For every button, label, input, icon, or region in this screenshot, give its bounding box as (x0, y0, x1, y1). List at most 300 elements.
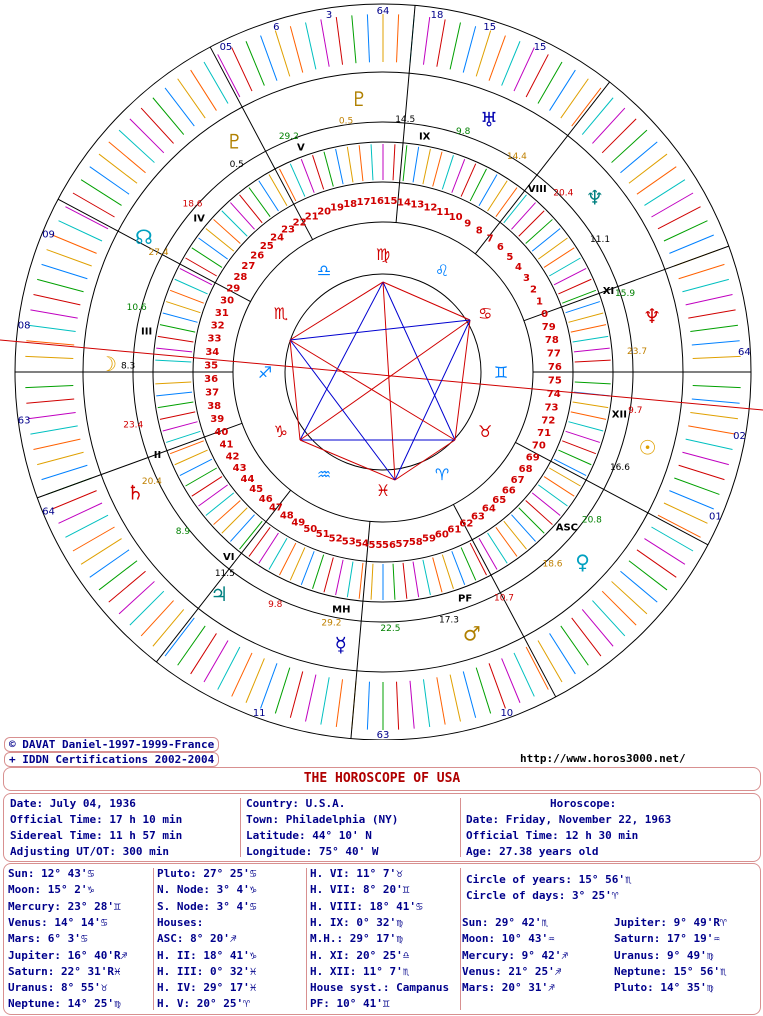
position-line-4: Mars: 6° 3'♋ (8, 932, 88, 946)
ring-number-9: 11 (436, 206, 451, 218)
position-line-c-5: H. XI: 20° 25'♎ (310, 948, 410, 962)
inner-band-tick (574, 348, 610, 352)
inner-band-tick (347, 147, 353, 183)
band-tick (178, 626, 206, 665)
band-tick (693, 386, 741, 388)
inner-number-7: 9.7 (628, 405, 643, 416)
info-sidereal-time: Sidereal Time: 11 h 57 min (10, 829, 183, 842)
page-title: THE HOROSCOPE OF USA (3, 767, 761, 791)
band-tick (629, 561, 667, 590)
ring-number-32: 68 (518, 464, 533, 476)
aspect-line (300, 282, 383, 440)
band-tick (620, 142, 657, 173)
transit-line-1: Moon: 10° 43'♒ (462, 932, 555, 946)
band-tick (42, 465, 88, 479)
ring-number-14: 6 (496, 242, 504, 254)
inner-number-1: 9.8 (456, 126, 471, 137)
inner-band-tick (214, 219, 241, 243)
outer-number-outer_numbers_right-1: 02 (733, 430, 746, 442)
inner-number-16: 11.5 (214, 569, 235, 580)
ring-number-36: 64 (481, 503, 496, 515)
band-tick (476, 31, 490, 77)
inner-band-tick (504, 195, 527, 223)
position-line-2: Mercury: 23° 28'♊ (8, 899, 121, 913)
band-tick (99, 561, 137, 590)
position-line-b-4: ASC: 8° 20'♐ (157, 932, 237, 946)
band-tick (119, 581, 154, 613)
inner-band-tick (313, 155, 324, 189)
copyright-credit: © DAVAT Daniel-1997-1999-France (4, 737, 219, 752)
band-tick (246, 41, 264, 85)
planet-glyph-5: ♀ (575, 550, 590, 575)
band-tick (612, 130, 647, 162)
inner-band-tick (347, 562, 353, 598)
inner-band-tick (371, 564, 373, 600)
inner-band-tick (519, 211, 544, 236)
ring-number-48: 52 (328, 533, 343, 545)
outer-number-outer_numbers_top-0: 05 (219, 41, 233, 53)
house-line-3 (351, 521, 370, 738)
band-tick (572, 618, 601, 656)
inner-band-tick (433, 152, 442, 187)
inner-number-25: 29.2 (278, 132, 299, 143)
inner-band-tick (175, 450, 208, 465)
ring-number-76: 24 (270, 232, 285, 244)
inner-band-tick (538, 485, 567, 506)
sign-glyph-9: ♐ (257, 363, 273, 382)
band-tick (450, 22, 460, 69)
aspect-line (300, 440, 395, 480)
inner-band-tick (532, 229, 560, 252)
ring-number-78: 22 (292, 217, 307, 229)
house-label-8: II (153, 450, 162, 462)
band-tick (52, 235, 96, 253)
band-tick (290, 671, 302, 717)
ring-number-66: 34 (205, 347, 220, 359)
band-tick (141, 601, 173, 636)
outer-number-outer_numbers_bottom-1: 63 (376, 730, 390, 740)
inner-band-tick (160, 325, 195, 332)
inner-band-tick (240, 195, 263, 223)
inner-number-21: 10.6 (126, 303, 147, 314)
position-line-b-5: H. II: 18° 41'♑ (157, 948, 257, 962)
inner-band-tick (413, 147, 419, 183)
inner-band-tick (423, 560, 430, 595)
position-line-c-0: H. VI: 11° 7'♉ (310, 867, 403, 880)
planet-glyph-3: ♆ (643, 304, 662, 329)
inner-band-tick (423, 149, 430, 184)
inner-band-tick (568, 422, 603, 431)
inner-number-3: 20.4 (553, 188, 574, 199)
house-label-2: XI (602, 285, 615, 297)
transit-line-3: Venus: 21° 25'♐ (462, 964, 562, 978)
inner-band-tick (230, 515, 254, 542)
sign-glyph-10: ♏ (273, 304, 288, 323)
band-tick (33, 295, 80, 305)
inner-band-tick (573, 336, 609, 342)
inner-band-tick (156, 348, 192, 352)
ring-number-53: 47 (268, 502, 283, 514)
position-line-6: Saturn: 22° 31'R♓ (8, 964, 121, 978)
inner-band-tick (170, 290, 204, 303)
band-tick (119, 130, 154, 162)
aspect-line (300, 320, 470, 440)
outer-number-outer_numbers_bottom-2: 11 (252, 708, 266, 720)
sign-glyph-1: ♌ (434, 260, 450, 280)
inner-band-tick (538, 238, 567, 259)
ring-number-69: 31 (214, 307, 229, 319)
positions-panel (3, 863, 761, 1015)
position-line-b-8: H. V: 20° 25'♈ (157, 997, 250, 1011)
band-tick (489, 36, 505, 81)
ring-number-23: 77 (546, 348, 561, 360)
ring-number-4: 16 (370, 196, 384, 208)
inner-number-13: 22.5 (380, 623, 401, 634)
band-tick (153, 609, 184, 646)
inner-band-tick (240, 521, 263, 549)
ring-number-57: 43 (232, 462, 247, 474)
ring-number-73: 27 (241, 260, 256, 272)
inner-band-tick (496, 527, 517, 556)
house-label-7: VI (222, 551, 235, 563)
outer-number-outer_numbers_top-1: 6 (273, 22, 280, 34)
transit-line-b-0: Jupiter: 9° 49'R♈ (614, 916, 727, 929)
ring-number-58: 42 (225, 451, 240, 463)
inner-number-18: 20.4 (141, 476, 162, 487)
ring-number-38: 62 (459, 518, 474, 530)
inner-band-tick (413, 562, 419, 598)
ring-number-26: 74 (546, 388, 561, 400)
inner-band-tick (199, 485, 228, 506)
inner-band-tick (496, 188, 517, 217)
inner-band-tick (403, 145, 407, 181)
inner-number-22: 27.4 (148, 247, 169, 258)
ring-number-71: 29 (226, 283, 241, 295)
inner-band-tick (433, 557, 442, 592)
info-date: Date: July 04, 1936 (10, 797, 136, 810)
position-line-c-4: M.H.: 29° 17'♍ (310, 932, 403, 946)
ring-number-56: 44 (240, 473, 255, 485)
inner-number-19: 23.4 (123, 420, 144, 431)
inner-band-tick (359, 145, 363, 181)
band-tick (397, 14, 399, 62)
band-tick (25, 356, 73, 358)
planet-glyph-12: ♇ (225, 129, 244, 154)
band-tick (423, 17, 429, 65)
band-tick (686, 295, 733, 305)
band-tick (90, 550, 129, 578)
ring-number-21: 79 (541, 322, 556, 334)
ring-number-42: 58 (408, 536, 423, 548)
ring-number-63: 37 (205, 387, 220, 399)
band-tick (502, 658, 520, 702)
band-tick (693, 356, 741, 358)
info-horoscope-date: Date: Friday, November 22, 1963 (466, 813, 672, 826)
band-tick (30, 310, 77, 318)
band-tick (336, 17, 342, 65)
ring-number-75: 25 (259, 241, 274, 253)
inner-number-17: 8.9 (175, 527, 191, 538)
ring-number-27: 73 (544, 402, 559, 414)
inner-number-15: 9.8 (268, 600, 283, 611)
house-label-4: ASC (555, 522, 578, 534)
sign-glyph-2: ♋ (478, 304, 493, 323)
ring-number-16: 4 (515, 262, 523, 274)
band-tick (637, 550, 676, 578)
birth-info-panel (3, 793, 761, 862)
ring-number-74: 26 (250, 250, 265, 262)
planet-glyph-8: ♃ (210, 581, 229, 606)
ring-number-0: 20 (317, 206, 332, 218)
band-tick (664, 503, 708, 523)
outer-number-outer_numbers_top-2: 3 (325, 10, 333, 22)
inner-band-tick (199, 238, 228, 259)
inner-band-tick (452, 159, 465, 193)
house-line-11 (524, 246, 729, 321)
iddn-credit: + IDDN Certifications 2002-2004 (4, 752, 219, 767)
band-tick (592, 601, 624, 636)
ring-number-72: 28 (233, 271, 248, 283)
inner-band-tick (532, 493, 560, 516)
inner-band-tick (324, 152, 333, 187)
ring-number-37: 63 (470, 511, 485, 523)
inner-band-tick (249, 527, 270, 556)
band-tick (688, 310, 735, 318)
position-line-b-6: H. III: 0° 32'♓ (157, 964, 257, 978)
band-tick (582, 98, 613, 135)
ring-number-68: 32 (210, 320, 225, 332)
band-tick (232, 653, 252, 697)
band-tick (141, 108, 173, 143)
band-tick (275, 31, 289, 77)
outer-number-outer_numbers_top-6: 15 (533, 41, 547, 53)
inner-band-tick (566, 431, 600, 442)
inner-band-tick (160, 412, 195, 419)
planet-glyph-10: ☽ (99, 351, 118, 376)
band-tick (692, 341, 740, 345)
transit-line-b-1: Saturn: 17° 19'♒ (614, 932, 720, 946)
band-tick (352, 15, 356, 63)
inner-number-2: 14.4 (506, 151, 527, 162)
ring-number-19: 1 (536, 296, 543, 308)
inner-band-tick (222, 211, 247, 236)
band-tick (246, 658, 264, 702)
ring-number-30: 70 (531, 440, 546, 452)
band-tick (612, 581, 647, 613)
band-tick (692, 399, 740, 403)
inner-band-tick (163, 313, 198, 322)
sign-glyph-5: ♈ (434, 465, 450, 485)
transit-line-b-2: Uranus: 9° 49'♍ (614, 948, 714, 962)
band-tick (33, 439, 80, 449)
outer-number-outer_numbers_top-3: 64 (376, 6, 390, 17)
band-tick (629, 154, 667, 183)
sign-glyph-11: ♎ (316, 260, 332, 280)
ring-number-33: 67 (510, 475, 525, 487)
band-tick (674, 478, 719, 494)
ring-number-49: 51 (315, 529, 330, 541)
ring-number-35: 65 (492, 494, 507, 506)
ring-number-46: 54 (355, 538, 369, 550)
band-tick (306, 22, 316, 69)
ring-number-65: 35 (204, 360, 219, 372)
band-tick (52, 491, 96, 509)
transit-line-4: Mars: 20° 31'♐ (462, 981, 555, 995)
position-line-8: Neptune: 14° 25'♍ (8, 997, 121, 1011)
inner-number-6: 23.7 (627, 346, 648, 357)
band-tick (561, 79, 589, 118)
outer-number-outer_numbers_left-2: 08 (17, 320, 31, 332)
aspect-line (290, 340, 395, 480)
position-line-c-3: H. IX: 0° 32'♍ (310, 915, 403, 929)
band-tick (25, 386, 73, 388)
info-adjusting: Adjusting UT/OT: 300 min (10, 845, 169, 858)
ring-number-39: 61 (447, 524, 462, 536)
ring-number-28: 72 (541, 415, 556, 427)
ring-number-70: 30 (220, 295, 235, 307)
inner-number-9: 20.8 (581, 515, 602, 526)
band-tick (261, 36, 277, 81)
band-tick (423, 679, 429, 727)
band-tick (690, 412, 738, 418)
aspect-line (383, 282, 395, 480)
band-tick (463, 26, 475, 72)
transit-line-2: Mercury: 9° 42'♐ (462, 948, 568, 962)
band-tick (397, 682, 399, 730)
house-label-1: VIII (527, 184, 547, 196)
inner-band-tick (511, 515, 535, 542)
outer-number-outer_numbers_right-0: 64 (738, 346, 751, 358)
ring-number-55: 45 (249, 484, 264, 496)
band-tick (26, 399, 74, 403)
position-line-b-0: Pluto: 27° 25'♋ (157, 867, 257, 880)
ring-number-20: 0 (541, 309, 549, 321)
inner-number-0: 14.5 (395, 114, 416, 125)
site-url[interactable]: http://www.horos3000.net/ (520, 752, 686, 765)
outer-number-outer_numbers_left-0: 64 (42, 506, 55, 518)
band-tick (30, 426, 77, 434)
band-tick (261, 663, 277, 708)
house-label-6: MH (332, 604, 351, 616)
inner-number-11: 10.7 (493, 593, 515, 604)
house-label-0: IX (418, 131, 431, 143)
band-tick (679, 465, 725, 479)
sign-glyph-8: ♑ (273, 422, 288, 441)
band-tick (321, 677, 329, 724)
band-tick (620, 571, 657, 602)
inner-band-tick (214, 500, 241, 524)
info-horoscope-title: Horoscope: (550, 797, 617, 810)
sign-glyph-3: ♊ (493, 363, 509, 382)
inner-band-tick (526, 219, 553, 243)
band-tick (109, 142, 146, 173)
band-tick (572, 88, 601, 126)
position-line-c-2: H. VIII: 18° 41'♋ (310, 899, 423, 913)
band-tick (686, 439, 733, 449)
ring-number-7: 13 (410, 199, 425, 211)
wheel-labels (18, 6, 751, 740)
inner-number-8: 16.6 (609, 463, 631, 474)
inner-number-12: 17.3 (438, 615, 460, 626)
inner-band-tick (290, 547, 305, 580)
band-tick (561, 626, 589, 665)
band-tick (306, 675, 316, 722)
inner-band-tick (336, 149, 343, 184)
info-town: Town: Philadelphia (NY) (246, 813, 399, 826)
band-tick (476, 668, 490, 714)
ring-number-79: 21 (304, 211, 319, 223)
position-line-b-1: N. Node: 3° 4'♑ (157, 883, 257, 897)
aspect-line (383, 282, 470, 320)
inner-number-4: 11.1 (590, 235, 611, 246)
inner-band-tick (568, 313, 603, 322)
band-tick (130, 119, 164, 153)
planet-glyph-1: ♅ (480, 107, 499, 132)
inner-band-tick (571, 412, 606, 419)
planet-glyph-2: ♆ (585, 185, 604, 210)
band-tick (336, 679, 342, 727)
band-tick (367, 682, 369, 730)
inner-band-tick (526, 500, 553, 524)
band-tick (28, 412, 76, 418)
house-label-10: IV (193, 213, 205, 225)
position-line-0: Sun: 12° 43'♋ (8, 867, 95, 880)
ring-number-77: 23 (281, 224, 296, 236)
ring-number-43: 57 (395, 538, 410, 550)
ring-number-6: 14 (397, 197, 411, 209)
ring-number-51: 49 (291, 517, 306, 529)
band-tick (178, 79, 206, 118)
position-line-c-1: H. VII: 8° 20'♊ (310, 883, 410, 897)
ring-number-5: 15 (383, 196, 398, 208)
band-tick (682, 452, 728, 464)
ring-number-34: 66 (501, 485, 516, 497)
band-tick (232, 48, 252, 92)
band-tick (290, 26, 302, 72)
info-country: Country: U.S.A. (246, 797, 346, 810)
inner-band-tick (230, 203, 254, 230)
band-tick (669, 235, 713, 253)
outer-number-outer_numbers_left-1: 63 (17, 415, 31, 427)
inner-band-tick (519, 508, 544, 533)
band-tick (582, 609, 613, 646)
inner-number-23: 18.6 (182, 199, 203, 210)
inner-band-tick (166, 302, 200, 313)
inner-band-tick (158, 336, 194, 342)
outer-number-outer_numbers_top-4: 18 (430, 10, 444, 22)
planet-glyph-9: ♄ (126, 480, 145, 505)
band-tick (47, 250, 92, 266)
band-tick (37, 279, 83, 291)
ring-circle-4 (193, 182, 573, 562)
band-tick (59, 503, 103, 523)
band-tick (153, 98, 184, 135)
inner-band-tick (452, 551, 465, 585)
sign-glyph-7: ♒ (316, 465, 332, 485)
band-tick (690, 325, 738, 331)
inner-band-tick (158, 402, 194, 408)
info-age: Age: 27.38 years old (466, 845, 599, 858)
outer-number-outer_numbers_right-2: 01 (709, 511, 722, 523)
inner-number-24: 0.5 (229, 160, 244, 171)
cycle-line-1: Circle of days: 3° 25'♈ (466, 889, 619, 903)
ring-number-29: 71 (537, 428, 552, 440)
band-tick (367, 14, 369, 62)
band-tick (502, 41, 520, 85)
house-label-9: III (141, 326, 153, 338)
planet-glyph-6: ♂ (462, 621, 481, 646)
ring-number-54: 46 (258, 493, 273, 505)
